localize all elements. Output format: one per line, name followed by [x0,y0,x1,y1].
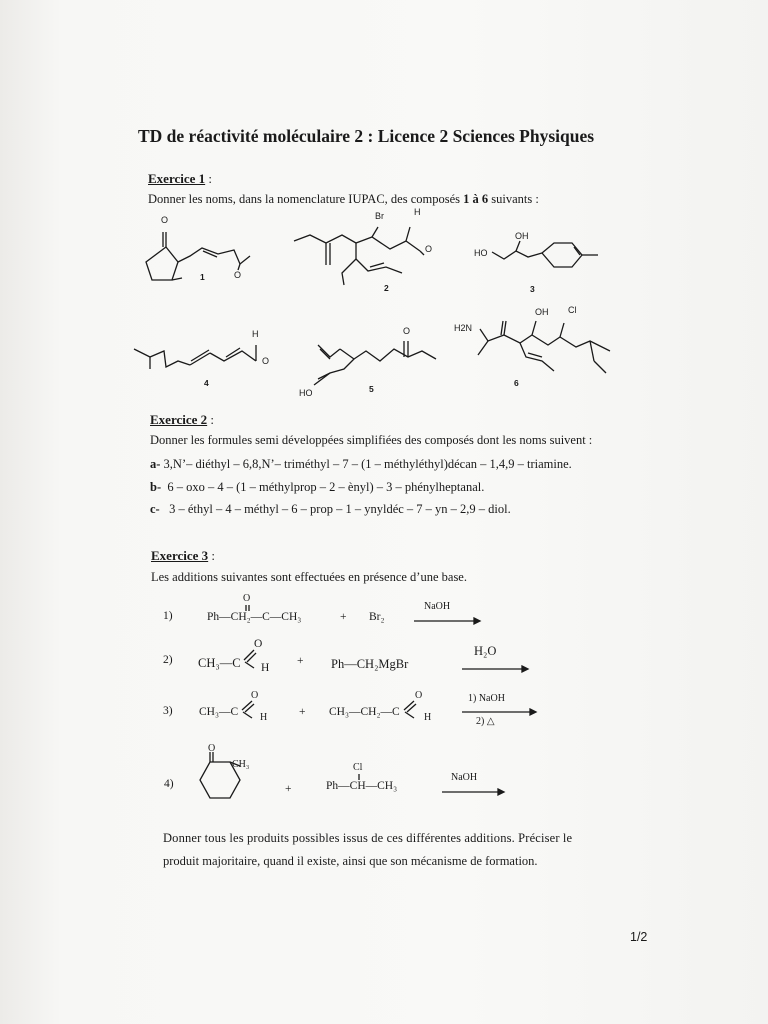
exercise-2-item-b [150,480,484,495]
exercise-2-item-c [150,502,511,517]
exercise-2-colon: : [207,412,215,427]
reaction-3-carbonyl-o: O [251,690,259,701]
structure-6-cl: Cl [568,305,577,315]
item-c-text: 3 – éthyl – 4 – méthyl – 6 – prop – 1 – ynyldéc – 7 – yn – 2,9 – diol. [169,502,511,516]
structure-3 [470,225,630,285]
reaction-4-arrow [442,788,504,796]
structure-4-o: O [262,356,270,366]
br-bond [372,227,378,237]
exercise-2-heading-row [150,411,214,429]
exercise-3-colon: : [208,548,216,563]
chain-double-bond [203,251,217,257]
page-number: 1/2 [630,930,648,944]
reaction-4-number: 4) [164,778,174,790]
reaction-3-carbonyl-bonds [240,698,260,718]
structure-4-number: 4 [204,378,209,388]
methyl-a [478,341,488,355]
cyclopentanone-ring [146,247,178,280]
structure-5-ho: HO [299,388,313,398]
lower-double [528,353,542,357]
reaction-1-reagent: Br₂ [369,611,385,623]
structure-3-number: 3 [530,284,535,294]
structure-1-o-top: O [161,215,169,225]
chain [340,349,436,361]
main-chain [480,329,610,351]
exercise-3-instruction: Les additions suivantes sont effectuées en présence d’une base. [151,570,467,584]
structure-2-number: 2 [384,283,389,293]
branch-c [342,259,356,285]
exercise-2-heading: Exercice 2 [150,412,208,427]
reaction-1-condition: NaOH [424,601,451,612]
ho-bond [314,373,330,385]
methyl-bond [172,278,182,280]
main-chain [294,235,420,251]
chain [134,349,190,367]
reaction-2-h: H [261,662,270,674]
structure-5-number: 5 [369,384,374,394]
reaction-2-number: 2) [163,654,173,666]
reaction-1-reactant: Ph—CH₂—C—CH₃ [207,611,302,623]
reaction-1-arrow [414,617,480,625]
reaction-3-condition-2: 2) △ [476,716,495,727]
structure-1-number: 1 [200,272,205,282]
reaction-2-carbonyl-o: O [254,638,263,650]
reaction-3-condition-1: 1) NaOH [468,693,505,704]
reaction-4-reagent: Ph—CH—CH₃ [326,780,398,792]
structure-2-o: O [425,244,433,254]
methyl-b [504,321,506,335]
reaction-2-reactant: CH₃—C [198,656,241,670]
chain [492,251,542,259]
exercise-1-instruction-post: suivants : [488,192,539,206]
structure-2 [290,215,440,295]
reaction-2-plus: + [297,655,304,667]
reaction-4-ch3: CH₃ [232,759,250,770]
reaction-3-reagent-carbonyl-bonds [402,698,422,718]
item-a-letter: a- [150,457,161,471]
structure-2-br: Br [375,211,384,221]
exercise-1-heading-row [148,170,212,188]
hydroxy-branch [318,359,354,379]
reaction-4-cl: Cl [353,762,363,773]
reaction-3-arrow [462,708,536,716]
aldehyde-o-bond [420,251,424,255]
structure-3-ho: HO [474,248,488,258]
structure-6-h2n: H2N [454,323,473,333]
exercise-2-instruction: Donner les formules semi développées simplifiées des composés dont les noms suivent : [150,433,593,447]
cl-bond [560,323,564,337]
reaction-3-reagent: CH₃—CH₂—C [329,706,400,718]
exercise-1-heading: Exercice 1 [148,171,206,186]
structure-2-h: H [414,207,421,217]
branch-b-double [370,263,384,267]
item-b-letter: b- [150,480,162,494]
exercise-2-item-a [150,457,572,472]
vinyl-double [320,349,330,359]
exercise-3-conclusion-line-2: produit majoritaire, quand il existe, ainsi que son mécanisme de formation. [163,854,538,868]
reaction-3-reagent-h: H [424,712,432,723]
cyclohexene-ring [542,243,582,267]
reaction-3-plus: + [299,706,306,718]
ethyl-bond-2 [594,361,606,373]
reaction-3-reactant: CH₃—C [199,706,239,718]
reaction-2-condition: H₂O [474,644,497,658]
double-b [501,321,503,335]
reaction-4-plus: + [285,783,292,795]
reaction-4-condition: NaOH [451,772,478,783]
exercise-3-conclusion-line-1: Donner tous les produits possibles issus de ces différentes additions. Préciser le [163,831,573,845]
reaction-4-o: O [208,743,216,754]
reaction-3-number: 3) [163,705,173,717]
reaction-1-carbonyl-o: O [243,593,251,604]
reaction-2-arrow [462,665,528,673]
structure-1-o-ketone: O [234,270,242,280]
reaction-3-h: H [260,712,268,723]
structure-6-oh: OH [535,307,549,317]
structure-6 [470,315,640,385]
exercise-1-instruction [148,192,539,207]
structure-5-o: O [403,326,411,336]
item-a-text: 3,N’– diéthyl – 6,8,N’– triméthyl – 7 – (1 – méthyléthyl)décan – 1,4,9 – triamine. [163,457,572,471]
page-title: TD de réactivité moléculaire 2 : Licence 2 Sciences Physiques [138,126,595,146]
oh-bond [516,241,520,251]
aldehyde-h-bond [406,227,410,241]
structure-4-h: H [252,329,259,339]
lower-branch [520,343,554,371]
exercise-1-instruction-bold: 1 à 6 [463,192,489,206]
exercise-1-colon: : [205,171,213,186]
reaction-1-plus: + [340,611,347,623]
exercise-3-heading-row [151,547,215,565]
ethyl-bond [590,341,594,361]
reaction-1-number: 1) [163,610,173,622]
item-b-text: 6 – oxo – 4 – (1 – méthylprop – 2 – ènyl) – 3 – phénylheptanal. [167,480,485,494]
exercise-3-heading: Exercice 3 [151,548,209,563]
reaction-3-reagent-o: O [415,690,423,701]
branch-b-chain [356,259,402,273]
reaction-2-reagent: Ph—CH₂MgBr [331,657,409,671]
structure-6-number: 6 [514,378,519,388]
structure-5 [310,335,460,405]
structure-3-oh: OH [515,231,529,241]
oh-bond [532,321,536,335]
exercise-1-instruction-pre: Donner les noms, dans la nomenclature IUPAC, des composés [148,192,464,206]
item-c-letter: c- [150,502,160,516]
